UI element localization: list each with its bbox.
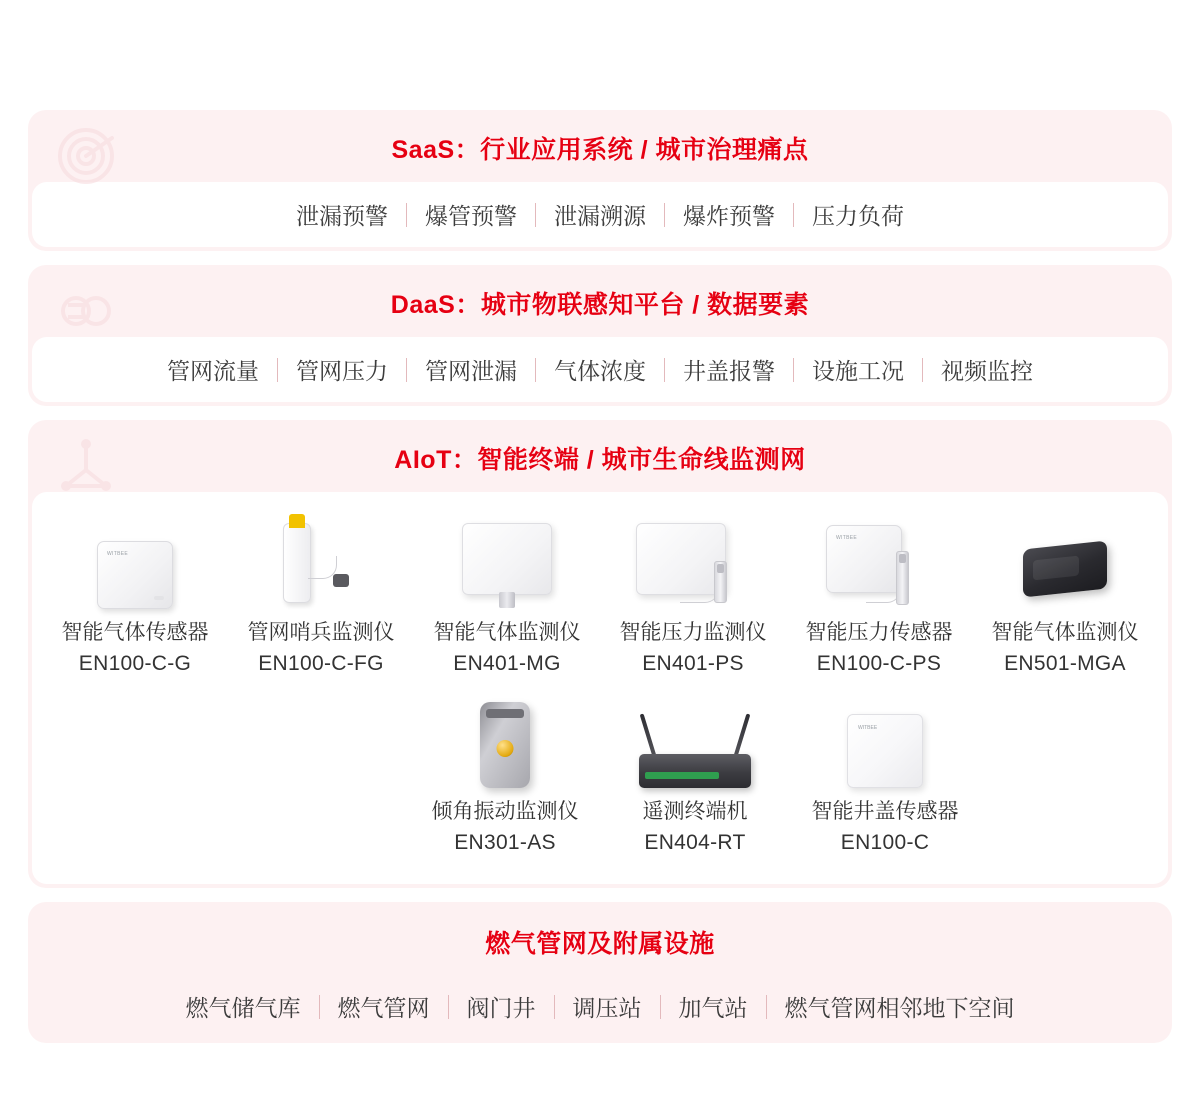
daas-item[interactable]: 气体浓度 — [554, 358, 646, 384]
device-name: 智能气体监测仪 — [433, 621, 581, 644]
layer-saas-title-prefix: SaaS： — [391, 136, 481, 164]
device-image-flat-panel: WITBEE — [790, 693, 980, 788]
daas-item-list — [42, 353, 1158, 386]
daas-item[interactable]: 管网泄漏 — [425, 358, 517, 384]
device-name: 智能气体监测仪 — [991, 621, 1139, 644]
device-card[interactable] — [972, 514, 1158, 679]
saas-item[interactable]: 爆炸预警 — [683, 203, 775, 229]
device-image-white-box: WITBEE — [42, 514, 228, 609]
infra-item[interactable]: 燃气储气库 — [185, 995, 301, 1021]
infra-item[interactable]: 燃气管网 — [337, 995, 430, 1021]
infra-item[interactable]: 燃气管网相邻地下空间 — [784, 995, 1015, 1021]
device-image-stick-probe — [228, 514, 414, 609]
daas-item[interactable]: 井盖报警 — [683, 358, 775, 384]
daas-item[interactable]: 管网压力 — [296, 358, 388, 384]
device-model: EN501-MGA — [1004, 652, 1126, 675]
layer-saas-body — [32, 182, 1168, 247]
device-card[interactable] — [600, 514, 786, 679]
device-model: EN100-C-PS — [816, 652, 942, 675]
device-image-box-cable-probe: WITBEE — [786, 514, 972, 609]
daas-item[interactable]: 视频监控 — [941, 358, 1033, 384]
infra-item[interactable]: 调压站 — [572, 995, 642, 1021]
layer-aiot — [28, 420, 1172, 888]
layer-infrastructure-title-main: 燃气管网及附属设施 — [485, 930, 715, 958]
layer-daas-title — [28, 265, 1172, 337]
infra-item[interactable]: 加气站 — [678, 995, 748, 1021]
device-image-panel-nozzle — [414, 514, 600, 609]
layer-saas-title — [28, 110, 1172, 182]
saas-item[interactable]: 泄漏预警 — [296, 203, 388, 229]
device-name: 智能压力传感器 — [805, 621, 953, 644]
device-name: 管网哨兵监测仪 — [247, 621, 395, 644]
layer-aiot-body — [32, 492, 1168, 884]
device-card[interactable] — [42, 514, 228, 679]
saas-item[interactable]: 泄漏溯源 — [554, 203, 646, 229]
layer-aiot-title-main: 智能终端 / 城市生命线监测网 — [477, 446, 806, 474]
layer-infrastructure-title — [28, 902, 1172, 974]
device-image-grey-device — [410, 693, 600, 788]
device-card[interactable] — [600, 693, 790, 858]
device-card[interactable] — [228, 514, 414, 679]
device-model: EN401-PS — [642, 652, 744, 675]
infra-item[interactable]: 阀门井 — [466, 995, 536, 1021]
layer-daas-title-prefix: DaaS： — [390, 291, 481, 319]
saas-item[interactable]: 爆管预警 — [425, 203, 517, 229]
daas-item[interactable]: 设施工况 — [812, 358, 904, 384]
device-image-panel-cable-probe — [600, 514, 786, 609]
layer-daas-title-main: 城市物联感知平台 / 数据要素 — [480, 291, 810, 319]
layer-aiot-title — [28, 420, 1172, 492]
device-card[interactable] — [414, 514, 600, 679]
device-card[interactable] — [410, 693, 600, 858]
daas-item[interactable]: 管网流量 — [167, 358, 259, 384]
device-image-dark-box — [972, 514, 1158, 609]
device-name: 倾角振动监测仪 — [431, 800, 579, 823]
aiot-device-row-2 — [42, 679, 1158, 868]
device-model: EN404-RT — [644, 831, 746, 854]
saas-item-list — [42, 198, 1158, 231]
device-name: 遥测终端机 — [642, 800, 748, 823]
device-model: EN100-C-G — [78, 652, 192, 675]
saas-item[interactable]: 压力负荷 — [812, 203, 904, 229]
layer-daas-body — [32, 337, 1168, 402]
layer-infrastructure — [28, 902, 1172, 1043]
layer-daas — [28, 265, 1172, 406]
device-model: EN301-AS — [454, 831, 556, 854]
layer-saas-title-main: 行业应用系统 / 城市治理痛点 — [480, 136, 809, 164]
device-image-router — [600, 693, 790, 788]
device-model: EN100-C-FG — [258, 652, 384, 675]
device-name: 智能井盖传感器 — [811, 800, 959, 823]
infra-item-list — [42, 990, 1158, 1023]
aiot-device-row-1 — [42, 508, 1158, 679]
device-card[interactable] — [786, 514, 972, 679]
device-card[interactable] — [790, 693, 980, 858]
layer-saas — [28, 110, 1172, 251]
device-name: 智能气体传感器 — [61, 621, 209, 644]
device-name: 智能压力监测仪 — [619, 621, 767, 644]
layer-infrastructure-body — [32, 974, 1168, 1039]
layer-aiot-title-prefix: AIoT： — [394, 446, 478, 474]
device-model: EN100-C — [840, 831, 930, 854]
device-model: EN401-MG — [453, 652, 561, 675]
